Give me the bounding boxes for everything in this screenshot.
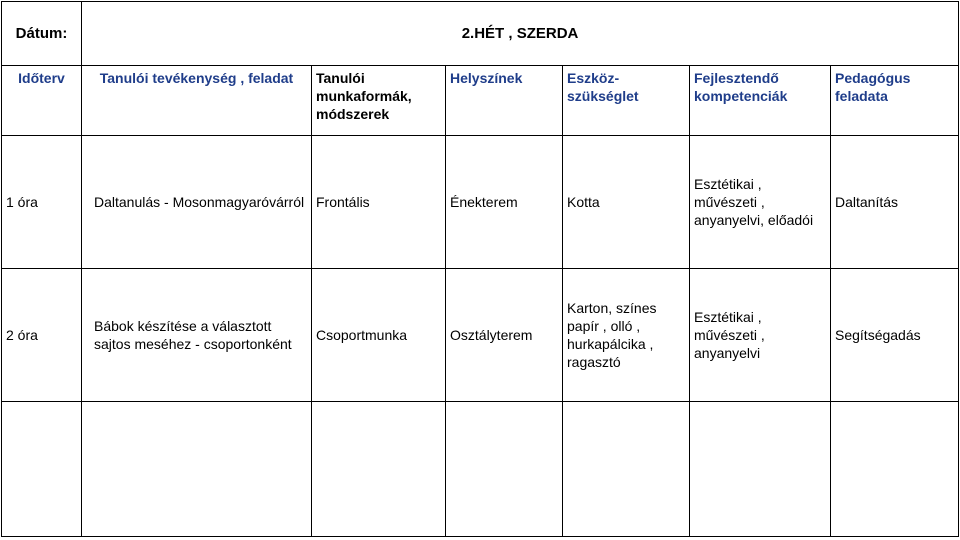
cell-teacher-task: Daltanítás	[831, 136, 959, 269]
cell-location: Énekterem	[446, 136, 563, 269]
column-header-row	[2, 66, 959, 136]
cell-teacher-task: Segítségadás	[831, 269, 959, 402]
empty-table-row	[2, 402, 959, 537]
date-label: Dátum:	[2, 2, 82, 66]
column-header-work-form: Tanulói munkaformák, módszerek	[312, 66, 446, 136]
date-row	[2, 2, 959, 66]
cell-tools: Kotta	[563, 136, 690, 269]
column-header-time: Időterv	[2, 66, 82, 136]
cell-activity: Daltanulás - Mosonmagyaróvárról	[82, 136, 312, 269]
cell-work-form: Frontális	[312, 136, 446, 269]
empty-cell	[312, 402, 446, 537]
cell-tools: Karton, színes papír , olló , hurkapálcika , ragasztó	[563, 269, 690, 402]
empty-cell	[831, 402, 959, 537]
cell-time: 1 óra	[2, 136, 82, 269]
empty-cell	[446, 402, 563, 537]
cell-activity: Bábok készítése a választott sajtos meséhez - csoportonként	[82, 269, 312, 402]
empty-cell	[82, 402, 312, 537]
column-header-competencies: Fejlesztendő kompetenciák	[690, 66, 831, 136]
empty-cell	[2, 402, 82, 537]
table-row	[2, 136, 959, 269]
column-header-activity: Tanulói tevékenység , feladat	[82, 66, 312, 136]
column-header-teacher-task: Pedagógus feladata	[831, 66, 959, 136]
cell-work-form: Csoportmunka	[312, 269, 446, 402]
cell-location: Osztályterem	[446, 269, 563, 402]
cell-time: 2 óra	[2, 269, 82, 402]
day-title: 2.HÉT , SZERDA	[82, 2, 959, 66]
empty-cell	[690, 402, 831, 537]
table-row	[2, 269, 959, 402]
cell-competencies: Esztétikai , művészeti , anyanyelvi	[690, 269, 831, 402]
lesson-plan-table	[1, 1, 959, 537]
cell-competencies: Esztétikai , művészeti , anyanyelvi, előadói	[690, 136, 831, 269]
column-header-tools: Eszköz- szükséglet	[563, 66, 690, 136]
empty-cell	[563, 402, 690, 537]
column-header-location: Helyszínek	[446, 66, 563, 136]
